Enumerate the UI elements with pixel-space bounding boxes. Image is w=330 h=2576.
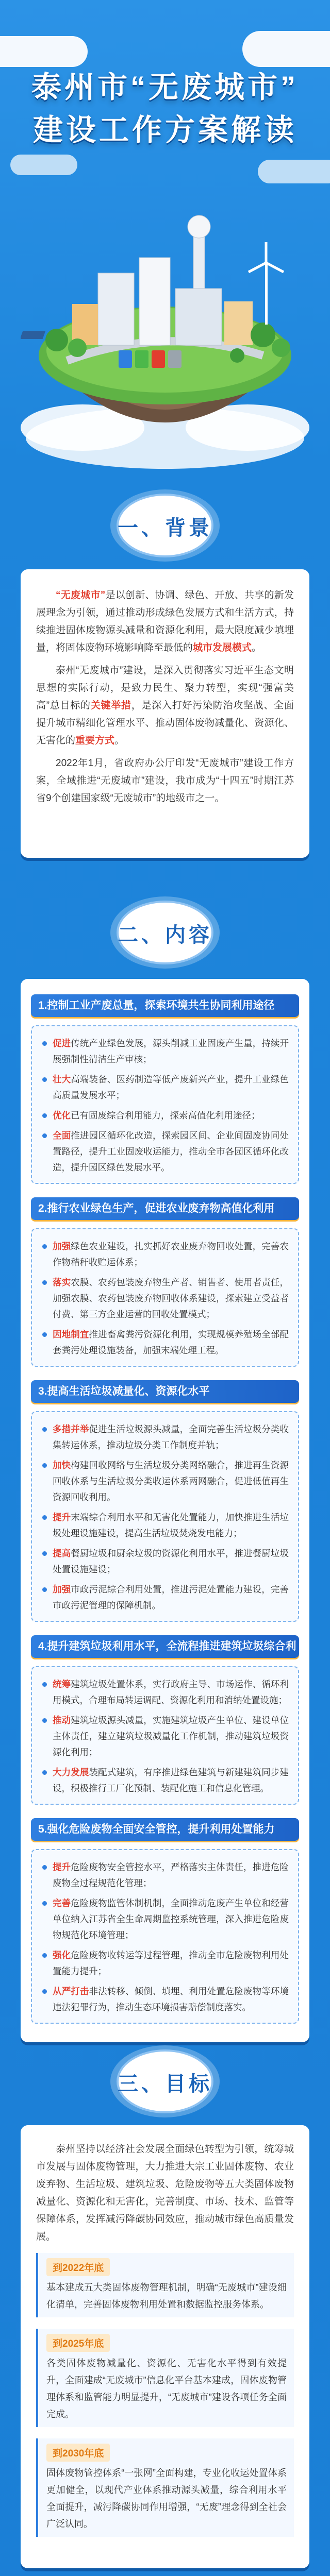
task-heading: 4.提升建筑垃圾利用水平，全流程推进建筑垃圾综合利: [31, 1635, 299, 1658]
task-bullet-item: [41, 1895, 289, 1943]
section-header-content: [101, 894, 229, 971]
task-bullet-item: [41, 1765, 289, 1797]
background-paragraph-1: [36, 587, 294, 657]
section-header-goals: [101, 2043, 229, 2120]
bullet-dot-icon: [42, 1280, 47, 1285]
task-bullet-item: [41, 1546, 289, 1578]
task-heading: 5.强化危险废物全面安全管控，提升利用处置能力: [31, 1818, 299, 1841]
bullet-text: 市政污泥综合利用处置，推进污泥处置能力建设，完善市政污泥管理的保障机制。: [53, 1584, 289, 1611]
section-title-goals: 三、目标: [118, 2073, 212, 2095]
bullet-text: 危险废物监管体制机制，全面推动危废产生单位和经营单位纳入江苏省全生命周期监控系统管理，深入推进危险废物规范化环境管理；: [53, 1898, 289, 1940]
task-bullet-item: [41, 1713, 289, 1760]
section-title-content: 二、内容: [118, 924, 212, 946]
bullet-keyword: 统筹: [53, 1679, 71, 1689]
bullet-keyword: 大力发展: [53, 1767, 89, 1777]
bullet-keyword: 加强: [53, 1584, 71, 1595]
bullet-dot-icon: [42, 1770, 47, 1775]
bullet-dot-icon: [42, 1989, 47, 1994]
task-detail-box: [31, 1666, 299, 1805]
task-bullet-item: [41, 1458, 289, 1505]
goal-year-badge: 到2030年底: [46, 2444, 110, 2462]
task-bullet-item: [41, 1676, 289, 1708]
bullet-text: 装配式建筑，有序推进绿色建筑与新建建筑同步建设，积极推行工厂化预制、装配化施工和信息化管理。: [53, 1767, 289, 1793]
goals-list: [36, 2253, 294, 2537]
bullet-dot-icon: [42, 1113, 47, 1118]
keyword: 关键举措: [90, 700, 131, 711]
bullet-text: 推进畜禽粪污资源化利用，实现规模养殖场全部配套粪污处理设施装备，加强末端处理工程。: [53, 1329, 289, 1355]
goal-item: [36, 2253, 294, 2317]
content-panel: [21, 979, 309, 2042]
task-bullet-item: [41, 1947, 289, 1979]
page-title-line1: 泰州市“无废城市”: [31, 71, 299, 104]
background-text: [36, 587, 294, 812]
task-heading: 1.控制工业产废总量，探索环境共生协同利用途径: [31, 994, 299, 1017]
hero-banner: [0, 0, 330, 505]
task-detail-box: [31, 1025, 299, 1184]
bullet-keyword: 全面: [53, 1130, 71, 1141]
paragraph-text: 泰州“无废城市”建设，是深入贯彻落实习近平生态文明思想的实际行动，是致力民生、聚力转型，实现“强富美高”总目标的: [36, 665, 294, 711]
goal-text: 各类固体废物减量化、资源化、无害化水平得到有效提升，全面建成“无废城市”信息化平台基本建成，固体废物管理体系和监管能力明显提升，“无废城市”建设各项任务全面完成。: [46, 2358, 287, 2419]
goals-content: [36, 2141, 294, 2548]
bullet-keyword: 加快: [53, 1460, 71, 1470]
goal-item: [36, 2329, 294, 2427]
task-bullet-item: [41, 1108, 289, 1124]
bullet-keyword: 壮大: [53, 1074, 71, 1084]
bullet-text: 建筑垃圾处置体系，实行政府主导、市场运作、循环利用模式，合理布局转运调配、资源化利用和消纳处置设施；: [53, 1679, 289, 1705]
task-bullet-item: [41, 1128, 289, 1176]
task-bullet-item: [41, 1510, 289, 1541]
paragraph-text: 。: [252, 642, 262, 653]
task-detail-box: [31, 1411, 299, 1622]
task-bullet-item: [41, 1072, 289, 1104]
task-bullet-item: [41, 1859, 289, 1891]
paragraph-text: 。: [114, 735, 125, 746]
bullet-keyword: 因地制宜: [53, 1329, 89, 1340]
task-heading: 3.提高生活垃圾减量化、资源化水平: [31, 1380, 299, 1403]
bullet-keyword: 多措并举: [53, 1424, 89, 1434]
bullet-dot-icon: [42, 1463, 47, 1468]
floating-island-illustration: [21, 170, 309, 479]
bullet-keyword: 推动: [53, 1715, 71, 1725]
goal-text: 基本建成五大类固体废物管理机制，明确“无废城市”建设细化清单，完善固体废物利用处置和数据监控服务体系。: [46, 2282, 287, 2310]
keyword-no-waste-city: “无废城市”: [56, 590, 106, 601]
bullet-dot-icon: [42, 1587, 47, 1592]
bullet-dot-icon: [42, 1332, 47, 1337]
bullet-keyword: 提升: [53, 1862, 71, 1872]
bullet-dot-icon: [42, 1551, 47, 1556]
bullet-dot-icon: [42, 1427, 47, 1432]
goal-item: [36, 2438, 294, 2537]
bullet-keyword: 提高: [53, 1548, 71, 1558]
page-title-line2: 建设工作方案解读: [32, 113, 297, 147]
goals-intro: 泰州坚持以经济社会发展全面绿色转型为引领，统筹城市发展与固体废物管理，大力推进大宗工业固体废物、农业废弃物、生活垃圾、建筑垃圾、危险废物等五大类固体废物减量化、资源化和无害化，完善制度、市场、技术、监管等保障体系，发挥减污降碳协同效应，推动城市绿色高质量发展。: [36, 2144, 294, 2242]
bullet-dot-icon: [42, 1718, 47, 1723]
bullet-text: 餐厨垃圾和厨余垃圾的资源化利用水平，推进餐厨垃圾处置设施建设；: [53, 1548, 289, 1574]
cloud: [0, 36, 88, 67]
section-title-background: 一、背景: [118, 517, 212, 539]
bullet-text: 末端综合利用水平和无害化处置能力，加快推进生活垃圾处理设施建设，提高生活垃圾焚烧发电能力；: [53, 1512, 289, 1538]
keyword: 重要方式: [75, 735, 115, 746]
bullet-text: 危险废物收转运等过程管理，推动全市危险废物利用处置能力提升；: [53, 1950, 289, 1976]
bullet-dot-icon: [42, 1865, 47, 1870]
bullet-keyword: 加强: [53, 1241, 71, 1251]
paragraph-text: ，是深入打好污染防治攻坚战、全面提升城市精细化管理水平、推动固体废物减量化、资源化、无害化的: [36, 700, 294, 746]
bullet-dot-icon: [42, 1515, 47, 1520]
bullet-text: 农膜、农药包装废弃物生产者、销售者、使用者责任，加强农膜、农药包装废弃物回收体系建设，探索建立受益者付费、第三方企业运营的回收处置模式；: [53, 1277, 289, 1319]
bullet-dot-icon: [42, 1041, 47, 1046]
bullet-dot-icon: [42, 1953, 47, 1958]
bullet-keyword: 促进: [53, 1038, 71, 1048]
task-heading: 2.推行农业绿色生产，促进农业废弃物高值化利用: [31, 1197, 299, 1220]
bullet-keyword: 优化: [53, 1110, 71, 1121]
task-detail-box: [31, 1228, 299, 1367]
keyword: 城市发展模式: [193, 642, 252, 653]
bullet-text: 危险废物安全管控水平，严格落实主体责任，推进危险废物全过程规范化管理；: [53, 1862, 289, 1888]
bullet-dot-icon: [42, 1133, 47, 1138]
bullet-dot-icon: [42, 1244, 47, 1249]
bullet-keyword: 完善: [53, 1898, 71, 1908]
task-bullet-item: [41, 1275, 289, 1323]
bullet-keyword: 强化: [53, 1950, 71, 1960]
bullet-text: 建筑垃圾源头减量，实施建筑垃圾产生单位、建设单位主体责任，建立建筑垃圾减量化工作机制，推动建筑垃圾资源化利用；: [53, 1715, 289, 1757]
goal-year-badge: 到2022年底: [46, 2258, 110, 2276]
bullet-keyword: 从严打击: [53, 1986, 89, 1996]
bullet-text: 非法转移、倾倒、填埋、利用处置危险废物等环境违法犯罪行为，推动生态环境损害赔偿制度落实。: [53, 1986, 289, 2012]
task-bullet-item: [41, 1582, 289, 1614]
bullet-text: 已有固废综合利用能力，探索高值化利用途径；: [71, 1110, 260, 1121]
island-svg: [21, 170, 309, 479]
bullet-text: 构建回收网络与生活垃圾分类网络融合，推进再生资源回收体系与生活垃圾分类收运体系两网融合，促进低值再生资源回收利用。: [53, 1460, 289, 1502]
goal-text: 固体废物管控体系“一张网”全面构建，专业化收运处置体系更加健全，以现代产业体系推动源头减量，综合利用水平全面提升，减污降碳协同作用增强，“无废”理念得到全社会广泛认同。: [46, 2468, 287, 2529]
task-bullet-item: [41, 1036, 289, 1067]
task-bullet-item: [41, 1239, 289, 1270]
task-bullet-item: [41, 1984, 289, 2015]
bullet-dot-icon: [42, 1682, 47, 1687]
bullet-keyword: 落实: [53, 1277, 71, 1287]
bullet-text: 推进园区循环化改造，探索园区间、企业间固废协同处置路径，提升工业固废收运能力，推动全市各园区循环化改造，提升园区绿色发展水平。: [53, 1130, 289, 1173]
task-bullet-item: [41, 1327, 289, 1359]
bullet-keyword: 提升: [53, 1512, 71, 1522]
background-panel: [21, 569, 309, 858]
bullet-dot-icon: [42, 1077, 47, 1082]
bullet-text: 传统产业绿色发展，源头削减工业固废产生量，持续开展强制性清洁生产审核；: [53, 1038, 289, 1064]
task-bullet-item: [41, 1421, 289, 1453]
task-detail-box: [31, 1849, 299, 2024]
section-header-background: [101, 487, 229, 564]
bullet-text: 促进生活垃圾源头减量，全面完善生活垃圾分类收集转运体系，推动垃圾分类工作制度并轨；: [53, 1424, 289, 1450]
background-paragraph-2: [36, 662, 294, 750]
bullet-dot-icon: [42, 1901, 47, 1906]
bullet-text: 高端装备、医药制造等低产废新兴产业，提升工业绿色高质量发展水平；: [53, 1074, 289, 1100]
cloud: [242, 31, 330, 67]
bullet-text: 绿色农业建设，扎实抓好农业废弃物回收处置，完善农作物秸秆收贮运体系；: [53, 1241, 289, 1267]
background-paragraph-3: 2022年1月，省政府办公厅印发“无废城市”建设工作方案，全域推进“无废城市”建设，我市成为“十四五”时期江苏省9个创建国家级“无废城市”的地级市之一。: [36, 758, 294, 804]
goals-panel: [21, 2125, 309, 2568]
goal-year-badge: 到2025年底: [46, 2334, 110, 2352]
paragraph-text: 是以创新、协调、绿色、开放、共享的新发展理念为引领，通过推动形成绿色发展方式和生活方式，持续推进固体废物源头减量和资源化利用，最大限度减少填埋量，将固体废物环境影响降至最低的: [36, 590, 294, 653]
